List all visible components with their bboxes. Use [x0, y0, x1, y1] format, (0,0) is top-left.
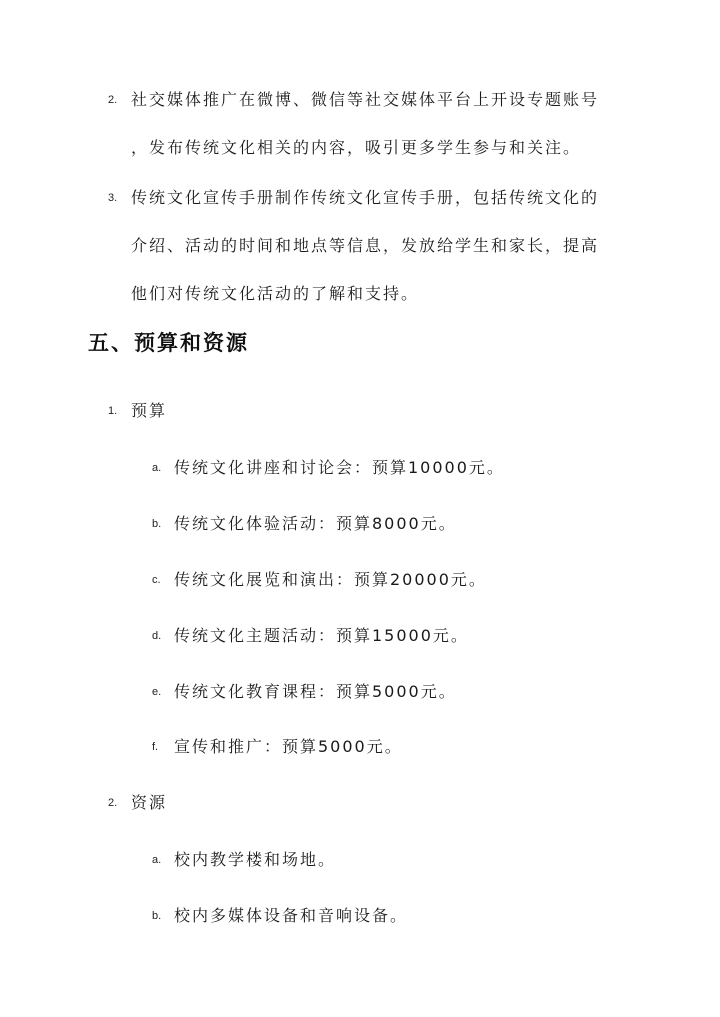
paragraph — [131, 174, 628, 318]
list-marker: b. — [152, 518, 162, 530]
list-marker: c. — [152, 574, 161, 586]
paragraph-line: 传统文化宣传手册制作传统文化宣传手册，包括传统文化的 — [131, 188, 600, 207]
list-marker: b. — [152, 910, 162, 922]
list-marker: 1. — [108, 405, 118, 417]
resource-item-text: 校内多媒体设备和音响设备。 — [174, 906, 409, 925]
list-marker: 2. — [108, 797, 118, 809]
budget-item-text: 传统文化体验活动：预算8000元。 — [174, 514, 457, 533]
section-heading: 五、预算和资源 — [88, 330, 249, 355]
paragraph-line: 介绍、活动的时间和地点等信息，发放给学生和家长，提高 — [131, 236, 600, 255]
budget-item-text: 传统文化主题活动：预算15000元。 — [174, 626, 469, 645]
paragraph — [131, 76, 628, 172]
list-marker: 2. — [108, 94, 118, 106]
list-marker: e. — [152, 686, 162, 698]
budget-item-text: 传统文化讲座和讨论会：预算10000元。 — [174, 458, 505, 477]
list-item-title: 预算 — [131, 401, 168, 420]
list-item-handbook — [108, 184, 628, 318]
paragraph-line: 社交媒体推广在微博、微信等社交媒体平台上开设专题账号 — [131, 90, 600, 109]
list-item-social-media — [108, 86, 628, 172]
list-marker: 3. — [108, 192, 118, 204]
list-marker: f. — [152, 741, 159, 753]
budget-item-text: 传统文化教育课程：预算5000元。 — [174, 682, 457, 701]
budget-item-text: 传统文化展览和演出：预算20000元。 — [174, 570, 487, 589]
list-item-title: 资源 — [131, 793, 168, 812]
paragraph-line: 他们对传统文化活动的了解和支持。 — [131, 284, 420, 303]
list-marker: a. — [152, 854, 162, 866]
list-marker: a. — [152, 462, 162, 474]
paragraph-line: ，发布传统文化相关的内容，吸引更多学生参与和关注。 — [131, 138, 582, 157]
resource-item-text: 校内教学楼和场地。 — [174, 850, 337, 869]
budget-item-text: 宣传和推广：预算5000元。 — [174, 737, 403, 756]
list-marker: d. — [152, 630, 162, 642]
